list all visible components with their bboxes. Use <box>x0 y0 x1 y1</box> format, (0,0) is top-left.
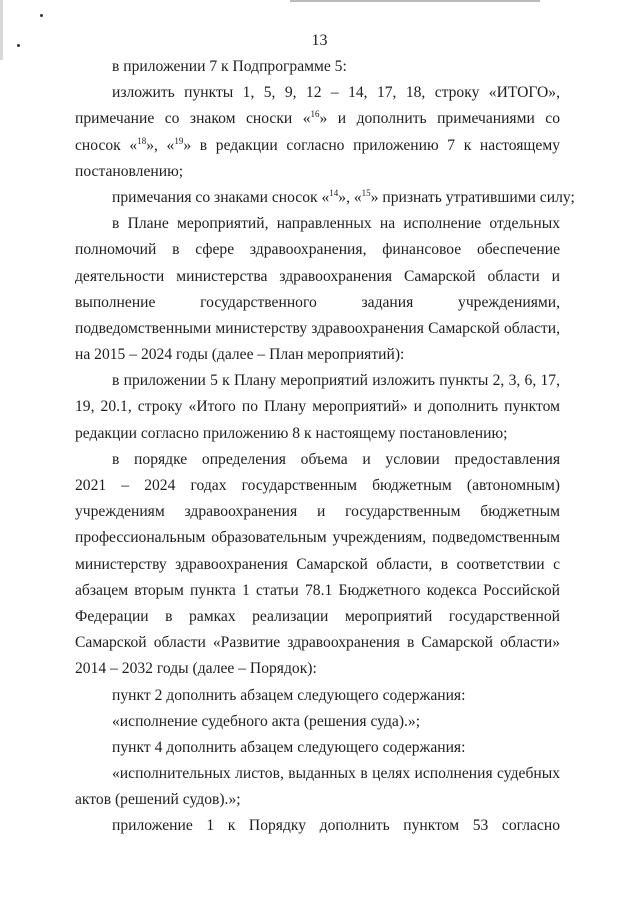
text-segment: подведомственными министерству здравоохранения Самарской области, <box>75 319 560 337</box>
text-segment: », « <box>146 136 175 154</box>
text-line <box>75 421 560 447</box>
text-line <box>75 54 560 80</box>
text-segment: в Плане мероприятий, направленных на исполнение отдельных <box>112 215 560 233</box>
footnote-mark: 15 <box>361 187 371 198</box>
text-line <box>75 656 560 682</box>
text-segment: профессиональным образовательным учреждениям, подведомственным <box>75 529 560 547</box>
text-segment: » и дополнить примечаниями со <box>319 110 560 128</box>
text-segment: абзацем вторым пункта 1 статьи 78.1 Бюджетного кодекса Российской <box>75 581 560 599</box>
text-segment: сносок « <box>75 136 138 154</box>
text-line <box>75 133 560 159</box>
text-line <box>75 394 560 420</box>
text-segment: » в редакции согласно приложению 7 к настоящему <box>183 136 560 154</box>
text-line <box>75 473 560 499</box>
paragraph <box>75 683 560 709</box>
text-line <box>75 525 560 551</box>
text-segment: примечания со знаками сносок « <box>112 188 330 206</box>
text-segment: учреждениям здравоохранения и государственным бюджетным <box>75 503 560 521</box>
text-line <box>75 578 560 604</box>
text-segment: », « <box>338 188 362 206</box>
text-line <box>75 316 560 342</box>
text-line <box>75 604 560 630</box>
text-segment: 2021 – 2024 годах государственным бюджетным (автономным) <box>75 477 560 494</box>
text-line <box>75 159 560 185</box>
text-line <box>75 709 560 735</box>
text-segment: в приложении 7 к Подпрограмме 5: <box>112 58 347 75</box>
paragraph <box>75 54 560 80</box>
text-segment: пункт 2 дополнить абзацем следующего содержания: <box>112 686 466 704</box>
footnote-mark: 18 <box>137 135 147 146</box>
page-number: 13 <box>311 32 328 49</box>
paragraph <box>75 709 560 735</box>
text-line <box>75 761 560 787</box>
text-line <box>75 264 560 290</box>
text-segment: приложение 1 к Порядку дополнить пунктом 53 согласно <box>112 817 560 835</box>
text-segment: выполнение государственного задания учреждениями, <box>75 293 560 311</box>
text-line <box>75 237 560 263</box>
text-segment: пункт 4 дополнить абзацем следующего содержания: <box>112 738 466 756</box>
text-line <box>75 211 560 237</box>
text-line <box>75 499 560 525</box>
text-segment: в порядке определения объема и условии предоставления <box>112 450 560 468</box>
text-segment: изложить пункты 1, 5, 9, 12 – 14, 17, 18, строку «ИТОГО», <box>112 84 560 102</box>
document-body <box>75 54 575 840</box>
text-segment: деятельности министерства здравоохранения Самарской области и <box>75 267 560 285</box>
text-segment: Самарской области «Развитие здравоохранения в Самарской области» <box>75 634 560 652</box>
paragraph <box>75 80 560 185</box>
text-segment: Федерации в рамках реализации мероприятий государственной <box>75 607 560 625</box>
footnote-mark: 14 <box>329 187 339 198</box>
text-line <box>75 106 560 132</box>
text-line <box>75 630 560 656</box>
text-segment: полномочий в сфере здравоохранения, финансовое обеспечение <box>75 241 560 259</box>
text-line <box>75 185 575 211</box>
text-segment: на 2015 – 2024 годы (далее – План мероприятий): <box>75 346 405 364</box>
text-segment: редакции согласно приложению 8 к настоящему постановлению; <box>75 424 508 442</box>
text-line <box>75 787 560 813</box>
paragraph <box>75 368 560 447</box>
paragraph <box>75 761 560 813</box>
text-segment: «исполнение судебного акта (решения суда).»; <box>112 712 421 730</box>
text-line <box>75 447 560 473</box>
text-line <box>75 683 560 709</box>
text-line <box>75 290 560 316</box>
text-segment: «исполнительных листов, выданных в целях исполнения судебных <box>112 765 560 783</box>
paragraph <box>75 447 560 683</box>
text-line <box>75 368 560 394</box>
paragraph <box>75 185 575 211</box>
text-segment: 2014 – 2032 годы (далее – Порядок): <box>75 660 317 678</box>
footnote-mark: 16 <box>310 109 320 120</box>
footnote-mark: 19 <box>174 135 184 146</box>
text-segment: примечание со знаком сноски « <box>75 110 311 128</box>
scan-edge-line <box>290 0 540 2</box>
paragraph <box>75 813 560 839</box>
text-line <box>75 80 560 106</box>
paragraph <box>75 211 560 368</box>
text-line <box>75 813 560 839</box>
text-segment: 19, 20.1, строку «Итого по Плану мероприятий» и дополнить пунктом <box>75 398 560 416</box>
text-segment: в приложении 5 к Плану мероприятий изложить пункты 2, 3, 6, 17, <box>112 372 560 390</box>
text-segment: актов (решений судов).»; <box>75 791 241 809</box>
text-line <box>75 552 560 578</box>
scan-margin-mark <box>0 0 3 60</box>
paragraph <box>75 735 560 761</box>
scan-speck <box>40 14 43 17</box>
text-segment: » признать утратившими силу; <box>370 188 575 206</box>
text-segment: постановлению; <box>75 162 184 180</box>
text-line <box>75 735 560 761</box>
text-segment: министерству здравоохранения Самарской области, в соответствии с <box>75 555 560 573</box>
text-line <box>75 342 560 368</box>
